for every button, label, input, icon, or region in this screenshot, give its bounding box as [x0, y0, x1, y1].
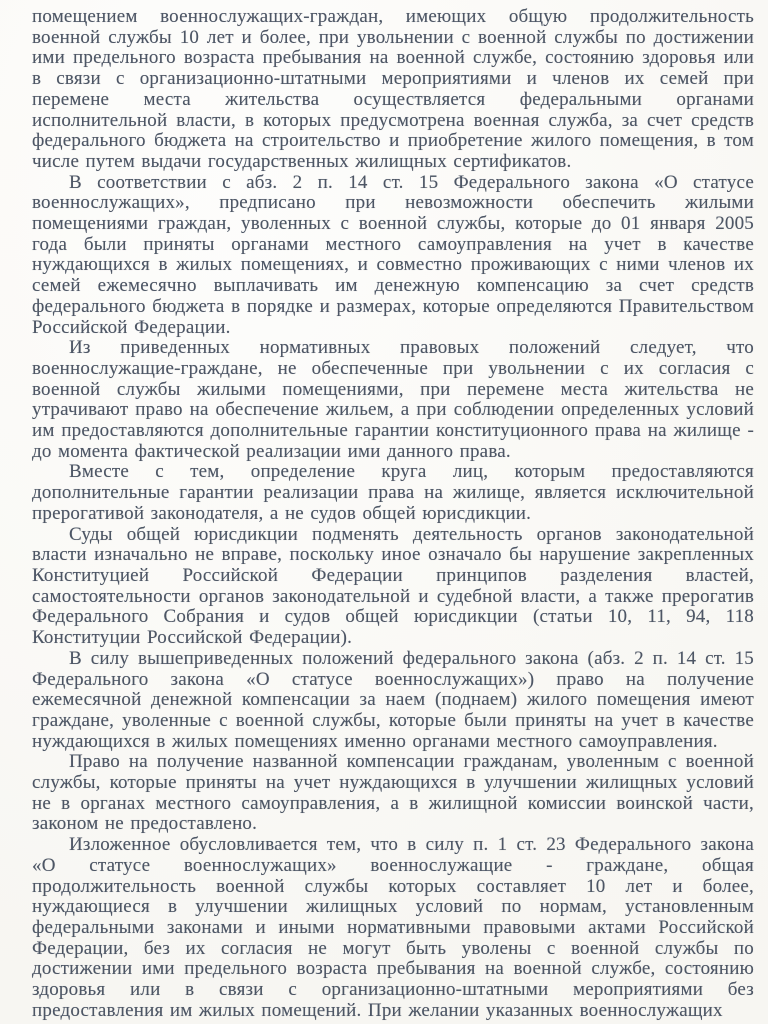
- paragraph-compensation-not-granted: Право на получение названной компенсации гражданам, уволенным с военной службы, которые приняты на учет нуждающихся в улучшении жилищных условий не в органах местного самоуправления, а в жилищной комиссии воинской части, законом не предоставлено.: [32, 751, 754, 835]
- paragraph-compensation-right: В силу вышеприведенных положений федерального закона (абз. 2 п. 14 ст. 15 Федерального закона «О статусе военнослужащих») право на получение ежемесячной денежной компенсации за наем (поднаем) жилого помещения имеют граждане, уволенные с военной службы, которые были приняты на учет в качестве нуждающихся в жилых помещениях именно органами местного самоуправления.: [32, 647, 754, 752]
- document-body: [32, 7, 754, 1021]
- paragraph-courts-jurisdiction: Суды общей юрисдикции подменять деятельность органов законодательной власти изначально не вправе, поскольку иное означало бы нарушение закрепленных Конституцией Российской Федерации принципов разделения властей, самостоятельности органов законодательной и судебной власти, а также прерогатив Федерального Собрания и судов общей юрисдикции (статьи 10, 11, 94, 118 Конституции Российской Федерации).: [32, 523, 754, 649]
- paragraph-law-p1-st23: Изложенное обусловливается тем, что в силу п. 1 ст. 23 Федерального закона «О статусе военнослужащих» военнослужащие - граждане, общая продолжительность военной службы которых составляет 10 лет и более, нуждающиеся в улучшении жилищных условий по нормам, установленным федеральными законами и иными нормативными правовыми актами Российской Федерации, без их согласия не могут быть уволены с военной службы по достижении ими предельного возраста пребывания на военной службе, состоянию здоровья или в связи с организационно-штатными мероприятиями без предоставления им жилых помещений. При желании указанных военнослужащих: [32, 834, 754, 1021]
- paragraph-continuation: помещением военнослужащих-граждан, имеющих общую продолжительность военной службы 10 лет и более, при увольнении с военной службы по достижении ими предельного возраста пребывания на военной службе, состоянию здоровья или в связи с организационно-штатными мероприятиями и членов их семей при перемене места жительства осуществляется федеральными органами исполнительной власти, в которых предусмотрена военная служба, за счет средств федерального бюджета на строительство и приобретение жилого помещения, в том числе путем выдачи государственных жилищных сертификатов.: [32, 6, 754, 172]
- paragraph-legislator-prerogative: Вместе с тем, определение круга лиц, которым предоставляются дополнительные гарантии реализации права на жилище, является исключительной прерогативой законодателя, а не судов общей юрисдикции.: [32, 461, 754, 524]
- paragraph-normative-conclusion: Из приведенных нормативных правовых положений следует, что военнослужащие-граждане, не обеспеченные при увольнении с их согласия с военной службы жилыми помещениями, при перемене места жительства не утрачивают право на обеспечение жильем, а при соблюдении определенных условий им предоставляются дополнительные гарантии конституционного права на жилище - до момента фактической реализации ими данного права.: [32, 337, 754, 462]
- paragraph-law-abz2-p14-st15: В соответствии с абз. 2 п. 14 ст. 15 Федерального закона «О статусе военнослужащих», предписано при невозможности обеспечить жилыми помещениями граждан, уволенных с военной службы, которые до 01 января 2005 года были приняты органами местного самоуправления на учет в качестве нуждающихся в жилых помещениях, и совместно проживающих с ними членов их семей ежемесячно выплачивать им денежную компенсацию за счет средств федерального бюджета в порядке и размерах, которые определяются Правительством Российской Федерации.: [32, 171, 754, 338]
